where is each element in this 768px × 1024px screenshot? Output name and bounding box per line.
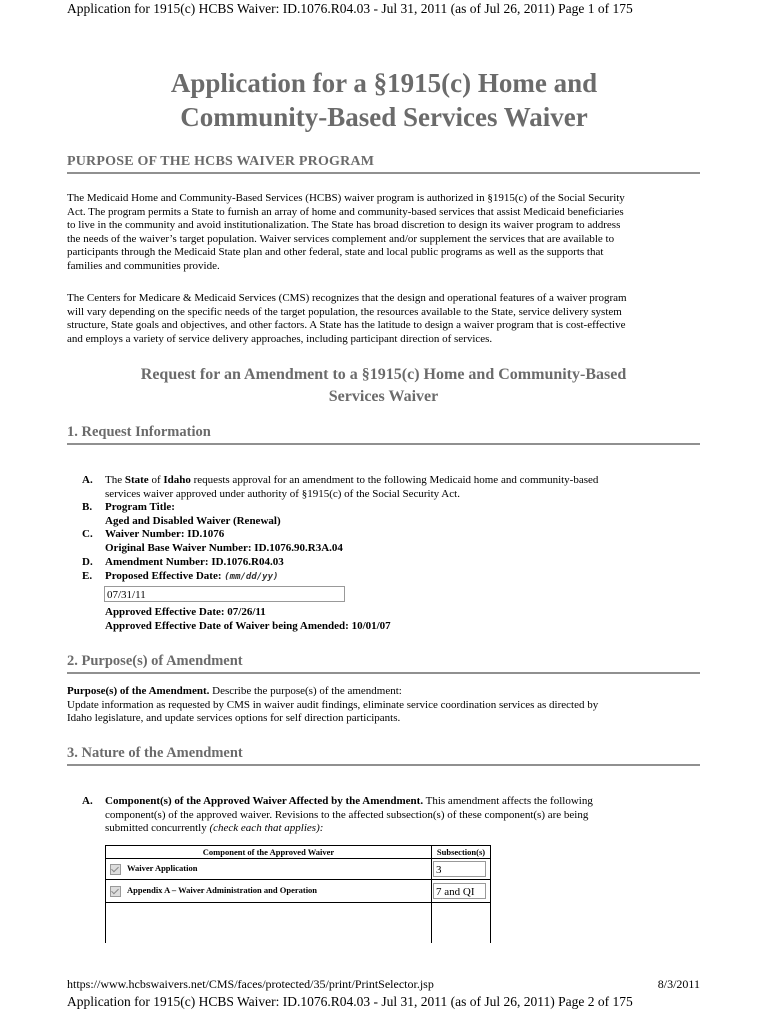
purpose-paragraph-2: The Centers for Medicare & Medicaid Services (CMS) recognizes that the design and operational features of a waiver program will vary depending on the specific needs of the target population, the resources available to the State, service delivery system structure, State goals and objectives, and other factors. A State has the latitude to design a waiver program that is cost-effective and employs a variety of service delivery approaches, including participant direction of services. [67, 292, 627, 345]
item-e-proposed-effective-date: E. Proposed Effective Date: (mm/dd/yy) [82, 570, 279, 582]
item-c-waiver-number: C. Waiver Number: ID.1076 [82, 528, 225, 540]
table-row: Waiver Application 3 [106, 859, 491, 880]
approved-effective-date-amended: Approved Effective Date of Waiver being Amended: 10/01/07 [105, 620, 391, 632]
item-a-components: A. Component(s) of the Approved Waiver Affected by the Amendment. This amendment affects the following [82, 795, 593, 807]
page-title: Application for a §1915(c) Home and Community-Based Services Waiver [170, 68, 598, 132]
subsection-column-header: Subsection(s) [432, 846, 491, 859]
proposed-effective-date-field[interactable]: 07/31/11 [104, 586, 345, 602]
item-b-program-title: B. Program Title: [82, 501, 175, 513]
program-title-value: Aged and Disabled Waiver (Renewal) [105, 515, 281, 527]
footer-url: https://www.hcbswaivers.net/CMS/faces/protected/35/print/PrintSelector.jsp [67, 977, 434, 991]
table-row: Appendix A – Waiver Administration and Operation 7 and QI [106, 880, 491, 903]
section-heading-purpose: PURPOSE OF THE HCBS WAIVER PROGRAM [67, 152, 700, 174]
item-a-line2: services waiver approved under authority of §1915(c) of the Social Security Act. [105, 488, 460, 500]
amendment-purpose-text: Purpose(s) of the Amendment. Describe the purpose(s) of the amendment: Update information as requested by CMS in waiver audit findings, eliminate service coordination services as directed by Idaho legislature, and update services options for self direction participants. [67, 685, 599, 724]
next-page-header: Application for 1915(c) HCBS Waiver: ID.1076.R04.03 - Jul 31, 2011 (as of Jul 26, 2011) Page 2 of 175 [67, 994, 633, 1009]
section-heading-nature-of-amendment: 3. Nature of the Amendment [67, 744, 700, 766]
purpose-paragraph-1: The Medicaid Home and Community-Based Services (HCBS) waiver program is authorized in §1915(c) of the Social Security Act. The program permits a State to furnish an array of home and community-based services that assist Medicaid beneficiaries to live in the community and avoid institutionalization. The State has broad discretion to design its waiver program to address the needs of the waiver’s target population. Waiver services complement and/or supplement the services that are available to participants through the Medicaid State plan and other federal, state and local public programs as well as the supports that families and communities provide. [67, 192, 625, 272]
subsection-field[interactable]: 3 [433, 861, 486, 877]
page-header: Application for 1915(c) HCBS Waiver: ID.1076.R04.03 - Jul 31, 2011 (as of Jul 26, 2011) Page 1 of 175 [67, 1, 633, 16]
item-a-components-line2: component(s) of the approved waiver. Revisions to the affected subsection(s) of these component(s) are being [105, 809, 589, 821]
components-table [105, 845, 491, 943]
subsection-field[interactable]: 7 and QI [433, 883, 486, 899]
footer-date: 8/3/2011 [657, 977, 700, 991]
request-title: Request for an Amendment to a §1915(c) Home and Community-Based Services Waiver [140, 366, 627, 405]
component-column-header: Component of the Approved Waiver [106, 846, 432, 859]
original-base-waiver-number: Original Base Waiver Number: ID.1076.90.R3A.04 [105, 542, 343, 554]
date-format-hint: (mm/dd/yy) [224, 572, 279, 582]
item-a-components-line3: submitted concurrently (check each that applies): [105, 822, 324, 834]
item-a-state: A. The State of Idaho requests approval for an amendment to the following Medicaid home and community-based [82, 474, 599, 486]
checkbox-waiver-application[interactable] [110, 864, 121, 875]
approved-effective-date: Approved Effective Date: 07/26/11 [105, 606, 266, 618]
section-heading-purpose-of-amendment: 2. Purpose(s) of Amendment [67, 652, 700, 674]
page-footer [67, 977, 700, 992]
checkbox-appendix-a[interactable] [110, 886, 121, 897]
table-row [106, 903, 491, 944]
section-heading-request-information: 1. Request Information [67, 423, 700, 445]
item-d-amendment-number: D. Amendment Number: ID.1076.R04.03 [82, 556, 284, 568]
